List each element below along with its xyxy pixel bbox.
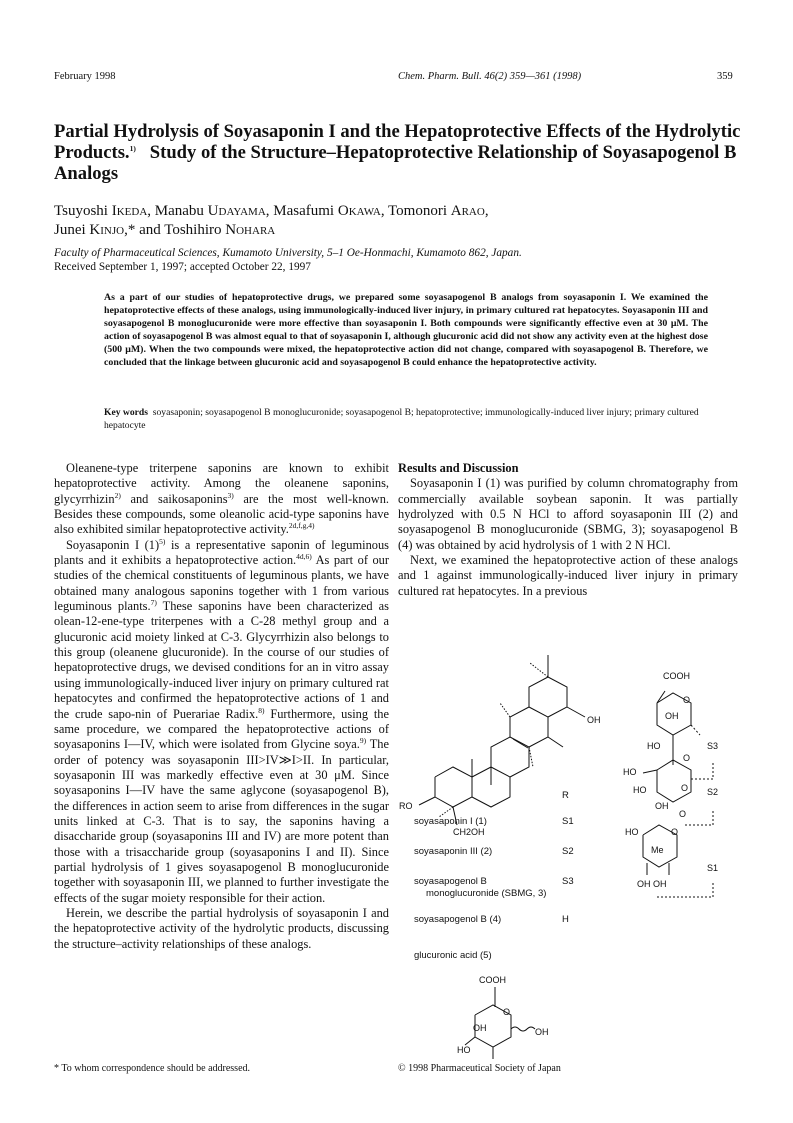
ho-label: HO xyxy=(457,1045,471,1055)
ring-o-label: O xyxy=(671,827,679,837)
results-paragraph-2: Next, we examined the hepatoprotective action of these analogs and 1 against immunologically-induced liver injury in primary cultured rat hepatocytes. In a previous xyxy=(398,553,738,598)
cooh-label: COOH xyxy=(663,671,690,681)
author: Tsuyoshi Ikeda, xyxy=(54,203,155,219)
left-column xyxy=(54,461,389,952)
glucuronic-acid-label: glucuronic acid (5) xyxy=(414,950,492,961)
s2-bracket xyxy=(685,809,713,825)
oh-label: OH xyxy=(535,1027,549,1037)
ho-label: HO xyxy=(623,767,637,777)
author: Junei Kinjo,* and xyxy=(54,222,165,238)
ring-o-label: O xyxy=(503,1007,511,1017)
s3-label: S3 xyxy=(707,741,719,751)
compound-name: soyasaponin I (1) xyxy=(414,816,487,827)
compound-name: soyasapogenol B xyxy=(414,876,487,887)
affiliation-block xyxy=(54,246,522,274)
ho-label: HO xyxy=(633,785,647,795)
compound-table xyxy=(414,790,614,1010)
galactose-sugar xyxy=(643,760,691,802)
ring-o-label: O xyxy=(683,695,691,705)
compound-r-value: S2 xyxy=(562,846,574,857)
compound-name: soyasaponin III (2) xyxy=(414,846,493,857)
oh-label: OH xyxy=(473,1023,487,1033)
intro-paragraph-3: Herein, we describe the partial hydrolysis of soyasaponin I and the hepatoprotective activity of the hydrolytic products, discussing the structure–activity relationships of these analogs. xyxy=(54,905,389,951)
intro-paragraph-2: Soyasaponin I $(1)^{5)}$ is a representative saponin of leguminous plants and it exhibits a hepatoprotective action.$^{4d,6)}$ As part of our studies of the chemical constituents of leguminous plants, we have obtained many analogous saponins together with 1 from various leguminous plants.$^{7)}$ These saponins have been characterized as olean-12-ene-type triterpenes with a C-28 methyl group and a glucuronic acid moiety linked at C-3. Glycyrrhizin also belongs to this group (oleanene glucuronide). In the course of our studies of hepatoprotective drugs, we devised conditions for an in vitro assay using immunologically-induced liver injury on primary cultured rat hepatocytes and confirmed the hepatoprotective actions of 1 and the crude sapo-nin of Puerariae Radix.$^{8)}$ Furthermore, using the same procedure, we compared the hepatoprotective actions of soyasaponins I—IV, which were isolated from Glycine soya.$^{9)}$ The order of potency was soyasaponin III>IV≫I>II. In particular, soyasaponin III was markedly effective even at 30 μM. Since soyasaponins I—IV have the same aglycone (soyasapogenol B), the differences in action seem to arise from differences in the sugar units linked at C-3. That is to say, the saponins having a disaccharide group (soyasaponins III and IV) are more potent than those with a trisaccharide group (soyasaponins I and II). Since partial hydrolysis of 1 gives soyasapogenol B monoglucuronide together with soyasaponin III, we planned to further investigate the effects of the sugar moiety responsible for their action. xyxy=(54,536,389,905)
results-paragraph-1: Soyasaponin I (1) was purified by column chromatography from commercially available soybean saponin. It was partially hydrolyzed with 0.5 N HCl to afford soyasaponin III (2) and soyasapogenol B monoglucuronide (SBMG, 3); soyasapogenol B (4) was obtained by acid hydrolysis of 1 with 2 N HCl. xyxy=(398,476,738,552)
copyright: © 1998 Pharmaceutical Society of Japan xyxy=(398,1063,561,1074)
ho-label: HO xyxy=(647,741,661,751)
author: Tomonori Arao, xyxy=(388,203,489,219)
glucuronide-sugar xyxy=(657,691,700,765)
author: Masafumi Okawa, xyxy=(273,203,389,219)
intro-paragraph-1: Oleanene-type triterpene saponins are known to exhibit hepatoprotective activity. Among the oleanene saponins, glycyrrhizin$^{2)}$ and saikosaponins$^{3)}$ are the most well-known. Besides these compounds, some oleanolic acid-type saponins have also exhibited similar hepatoprotective activity.$^{2d,f,g,4)}$ xyxy=(54,461,389,537)
ro-label: RO xyxy=(399,801,413,811)
ho-label: HO xyxy=(625,827,639,837)
header-journal: Chem. Pharm. Bull. 46(2) 359—361 (1998) xyxy=(398,71,582,82)
section-heading: Results and Discussion xyxy=(398,461,519,475)
link-o-label: O xyxy=(679,809,687,819)
methyl-label: Me xyxy=(651,845,664,855)
header-page: 359 xyxy=(717,71,733,82)
s1-label: S1 xyxy=(707,863,719,873)
link-o-label: O xyxy=(683,753,691,763)
affiliation: Faculty of Pharmaceutical Sciences, Kumamoto University, 5–1 Oe-Honmachi, Kumamoto 862, Japan. xyxy=(54,247,522,259)
r-column-header: R xyxy=(562,790,569,801)
cooh-label: COOH xyxy=(479,975,506,985)
author: Toshihiro Nohara xyxy=(164,222,276,238)
oh-label: OH xyxy=(587,715,601,725)
oh-oh-label: OH OH xyxy=(637,879,667,889)
compound-r-value: H xyxy=(562,914,569,925)
compound-name: soyasapogenol B (4) xyxy=(414,914,502,925)
compound-name-cont: monoglucuronide (SBMG, 3) xyxy=(426,888,547,899)
title-footnote-ref: 1) xyxy=(129,143,136,153)
paper-title: Partial Hydrolysis of Soyasaponin I and the Hepatoprotective Effects of the Hydrolytic Products.$^{1)}$ Study of the Structure–Hepatoprotective Relationship of Soyasapogenol B Analogs xyxy=(54,121,741,184)
oh-label: OH xyxy=(665,711,679,721)
keywords-label: Key words xyxy=(104,407,148,418)
compound-r-value: S3 xyxy=(562,876,574,887)
compound-r-value: S1 xyxy=(562,816,574,827)
author: Manabu Udayama, xyxy=(154,203,274,219)
s3-bracket xyxy=(691,763,713,779)
correspondence-footnote: * To whom correspondence should be addressed. xyxy=(54,1063,251,1074)
keywords: Key words soyasaponin; soyasapogenol B monoglucuronide; soyasapogenol B; hepatoprotective; immunologically-induced liver injury; primary cultured hepatocyte xyxy=(104,407,699,431)
oh-label: OH xyxy=(655,801,669,811)
ch2oh-label: CH2OH xyxy=(453,827,485,837)
header-date: February 1998 xyxy=(54,71,116,82)
abstract: As a part of our studies of hepatoprotective drugs, we prepared some soyasapogenol B analogs from soyasaponin I. We examined the hepatoprotective effects of these analogs, using immunologically-induced liver injury, in primary cultured rat hepatocytes. Soyasaponin III and soyasapogenol B monoglucuronide were more effective than soyasaponin I. Both compounds were significantly effective even at 30 μM. The action of soyasapogenol B was almost equal to that of soyasaponin I, although glucuronic acid did not show any activity even at the highest dose (500 μM). When the two compounds were mixed, the hepatoprotective action did not change, compared with soyasapogenol B. Therefore, we concluded that the linkage between glucuronic acid and soyasapogenol B could enhance the hepatoprotective activity. xyxy=(104,292,708,368)
ring-o-label: O xyxy=(681,783,689,793)
received-dates: Received September 1, 1997; accepted October 22, 1997 xyxy=(54,261,311,273)
right-column xyxy=(398,461,738,599)
s2-label: S2 xyxy=(707,787,719,797)
author-list xyxy=(54,202,744,240)
